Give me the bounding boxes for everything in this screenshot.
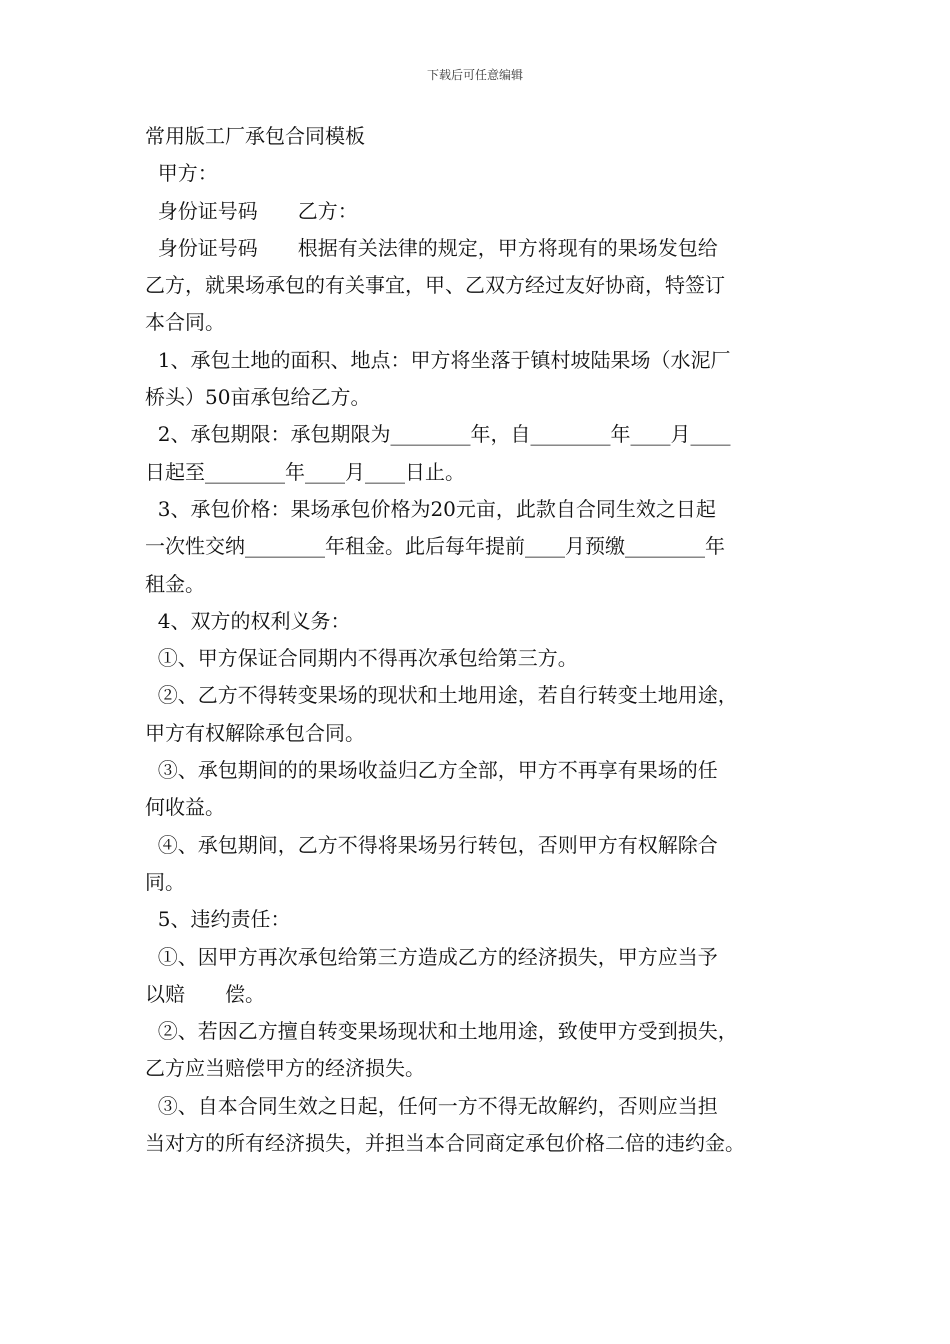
text-line: 本合同。	[145, 310, 225, 335]
text-line: 以赔 偿。	[145, 981, 265, 1006]
text-line: 租金。	[145, 571, 205, 596]
text-line: ③、自本合同生效之日起，任何一方不得无故解约，否则应当担	[145, 1093, 718, 1118]
text-line: ③、承包期间的的果场收益归乙方全部，甲方不再享有果场的任	[145, 758, 718, 783]
text-line: 5、违约责任：	[145, 907, 291, 932]
text-line: 乙方应当赔偿甲方的经济损失。	[145, 1056, 425, 1081]
text-line: 1、承包土地的面积、地点：甲方将坐落于镇村坡陆果场（水泥厂	[145, 347, 731, 372]
text-line: 一次性交纳________年租金。此后每年提前____月预缴________年	[145, 534, 725, 559]
text-line: 乙方，就果场承包的有关事宜，甲、乙双方经过友好协商，特签订	[145, 273, 725, 298]
document-body	[145, 118, 825, 1162]
text-line: 身份证号码 乙方：	[145, 198, 358, 223]
text-line: 3、承包价格：果场承包价格为20元亩，此款自合同生效之日起	[145, 496, 716, 521]
text-line: 身份证号码 根据有关法律的规定，甲方将现有的果场发包给	[145, 235, 718, 260]
text-line: 同。	[145, 869, 185, 894]
text-line: 2、承包期限：承包期限为________年，自________年____月____	[145, 422, 731, 447]
text-line: 4、双方的权利义务：	[145, 608, 351, 633]
text-line: ②、若因乙方擅自转变果场现状和土地用途，致使甲方受到损失，	[145, 1019, 738, 1044]
page-header-note: 下载后可任意编辑	[426, 68, 523, 82]
text-line: ②、乙方不得转变果场的现状和土地用途，若自行转变土地用途，	[145, 683, 738, 708]
text-line: 桥头）50亩承包给乙方。	[145, 385, 371, 410]
text-line: ④、承包期间，乙方不得将果场另行转包，否则甲方有权解除合	[145, 832, 718, 857]
text-line: 何收益。	[145, 795, 225, 820]
text-line: 甲方：	[145, 161, 218, 186]
text-line: 甲方有权解除承包合同。	[145, 720, 365, 745]
text-line: 当对方的所有经济损失，并担当本合同商定承包价格二倍的违约金。	[145, 1131, 745, 1156]
text-line: ①、甲方保证合同期内不得再次承包给第三方。	[145, 646, 578, 671]
document-title: 常用版工厂承包合同模板	[145, 124, 365, 148]
text-line: 日起至________年____月____日止。	[145, 459, 465, 484]
text-line: ①、因甲方再次承包给第三方造成乙方的经济损失，甲方应当予	[145, 944, 718, 969]
